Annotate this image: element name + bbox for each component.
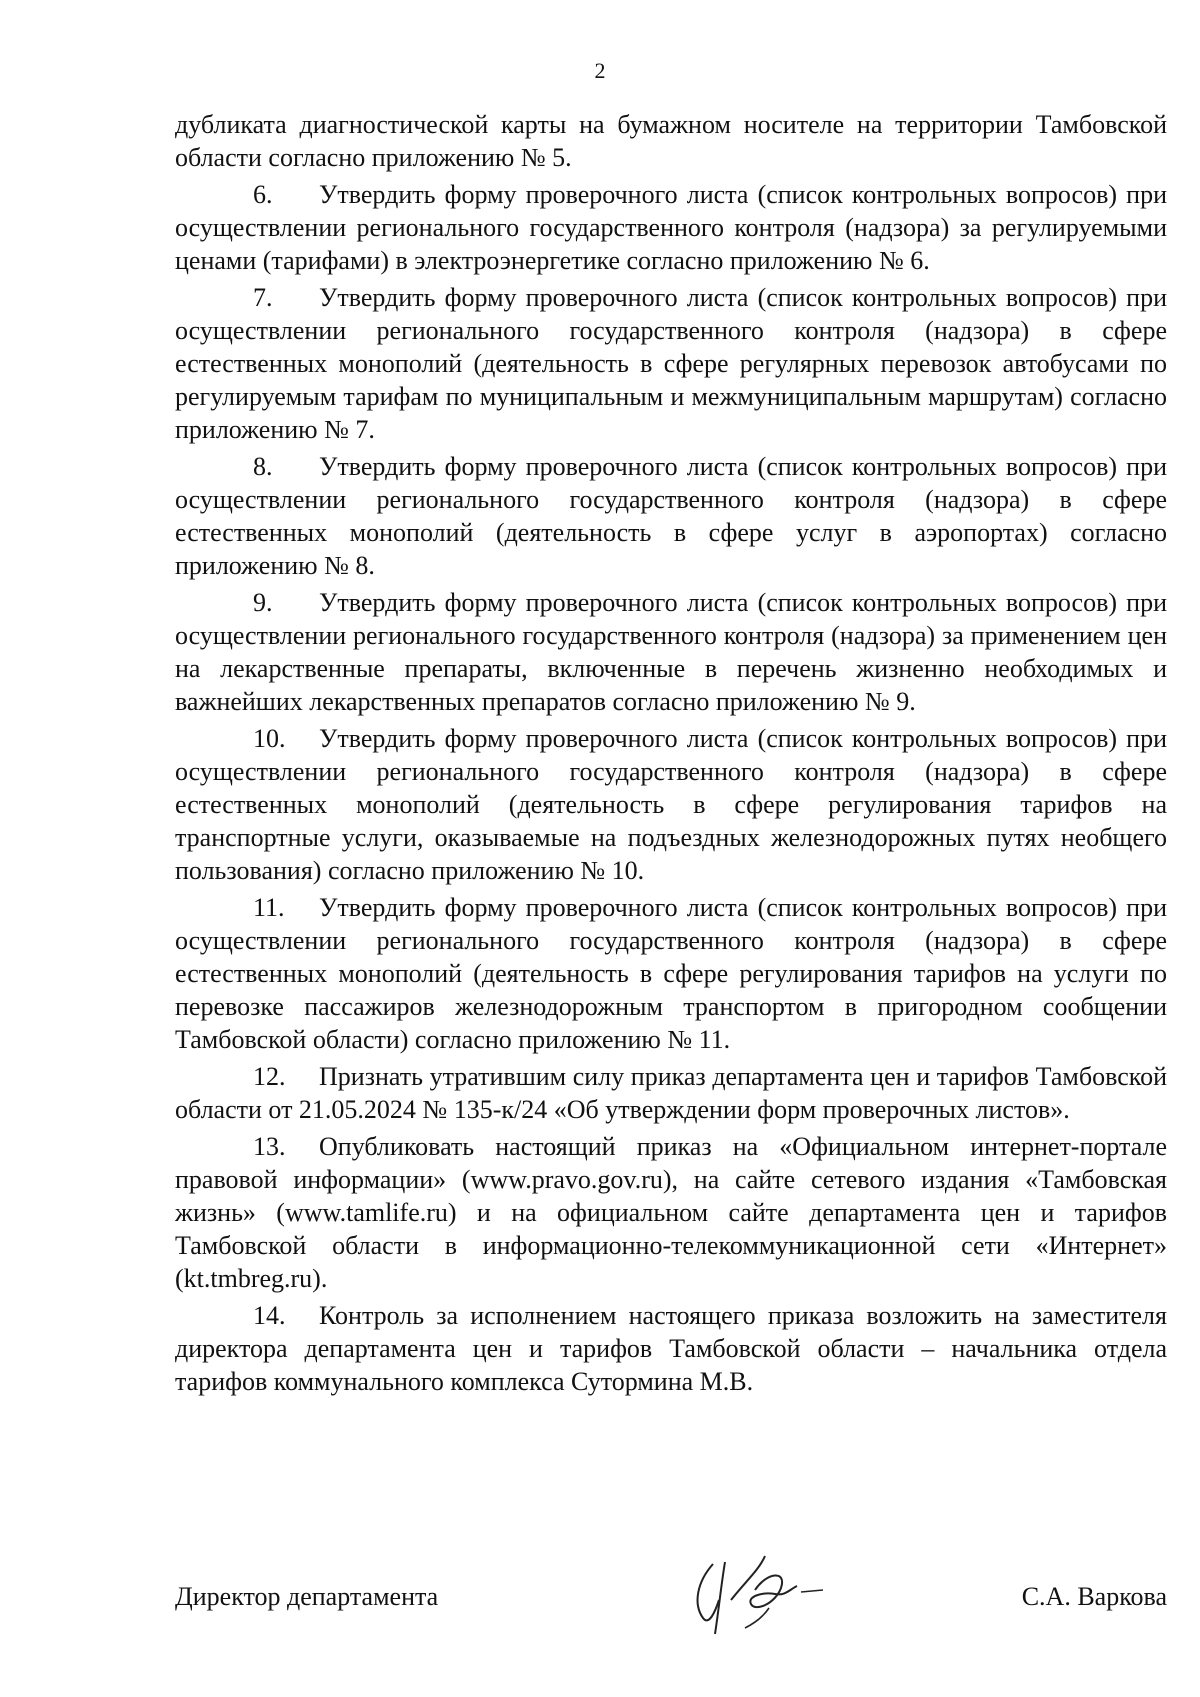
item-text: Утвердить форму проверочного листа (список контрольных вопросов) при осуществлении регионального государственного контроля (надзора) в сфере естественных монополий (деятельность в сфере регулирования тарифов на транспортные услуги, оказываемые на подъездных железнодорожных путях необщего пользования) согласно приложению № 10.	[175, 724, 1167, 885]
item-text: Утвердить форму проверочного листа (список контрольных вопросов) при осуществлении регионального государственного контроля (надзора) в сфере естественных монополий (деятельность в сфере регулирования тарифов на услуги по перевозке пассажиров железнодорожным транспортом в пригородном сообщении Тамбовской области) согласно приложению № 11.	[175, 893, 1167, 1054]
item-number: 14.	[253, 1301, 286, 1330]
item-number: 6.	[253, 180, 273, 209]
item-number: 9.	[253, 588, 273, 617]
document-body	[175, 108, 1167, 1402]
list-item	[175, 586, 1167, 718]
list-item	[175, 178, 1167, 277]
item-number: 13.	[253, 1132, 286, 1161]
item-number: 8.	[253, 452, 273, 481]
page-number: 2	[594, 58, 606, 83]
list-item	[175, 722, 1167, 887]
signature-block	[175, 1570, 1167, 1690]
signatory-title: Директор департамента	[175, 1582, 439, 1611]
list-item	[175, 1130, 1167, 1295]
item-text: Утвердить форму проверочного листа (список контрольных вопросов) при осуществлении регионального государственного контроля (надзора) в сфере естественных монополий (деятельность в сфере регулярных перевозок автобусами по регулируемым тарифам по муниципальным и межмуниципальным маршрутам) согласно приложению № 7.	[175, 283, 1167, 444]
list-item	[175, 1299, 1167, 1398]
handwritten-signature	[685, 1542, 855, 1652]
item-text: Опубликовать настоящий приказ на «Официальном интернет-портале правовой информации» (www.pravo.gov.ru), на сайте сетевого издания «Тамбовская жизнь» (www.tamlife.ru) и на официальном сайте департамента цен и тарифов Тамбовской области в информационно-телекоммуникационной сети «Интернет» (kt.tmbreg.ru).	[175, 1132, 1167, 1293]
item-text: Утвердить форму проверочного листа (список контрольных вопросов) при осуществлении регионального государственного контроля (надзора) за регулируемыми ценами (тарифами) в электроэнергетике согласно приложению № 6.	[175, 180, 1167, 275]
item-text: Утвердить форму проверочного листа (список контрольных вопросов) при осуществлении регионального государственного контроля (надзора) в сфере естественных монополий (деятельность в сфере услуг в аэропортах) согласно приложению № 8.	[175, 452, 1167, 580]
list-item	[175, 450, 1167, 582]
intro-continuation: дубликата диагностической карты на бумажном носителе на территории Тамбовской области согласно приложению № 5.	[175, 110, 1167, 172]
list-item	[175, 891, 1167, 1056]
item-number: 12.	[253, 1062, 286, 1091]
list-item	[175, 1060, 1167, 1126]
item-number: 10.	[253, 724, 286, 753]
list-item	[175, 281, 1167, 446]
item-text: Контроль за исполнением настоящего приказа возложить на заместителя директора департамента цен и тарифов Тамбовской области – начальника отдела тарифов коммунального комплекса Сутормина М.В.	[175, 1301, 1167, 1396]
item-text: Признать утратившим силу приказ департамента цен и тарифов Тамбовской области от 21.05.2024 № 135-к/24 «Об утверждении форм проверочных листов».	[175, 1062, 1167, 1124]
item-number: 7.	[253, 283, 273, 312]
item-number: 11.	[253, 893, 285, 922]
item-text: Утвердить форму проверочного листа (список контрольных вопросов) при осуществлении регионального государственного контроля (надзора) за применением цен на лекарственные препараты, включенные в перечень жизненно необходимых и важнейших лекарственных препаратов согласно приложению № 9.	[175, 588, 1167, 716]
signatory-name: С.А. Варкова	[1021, 1582, 1167, 1611]
